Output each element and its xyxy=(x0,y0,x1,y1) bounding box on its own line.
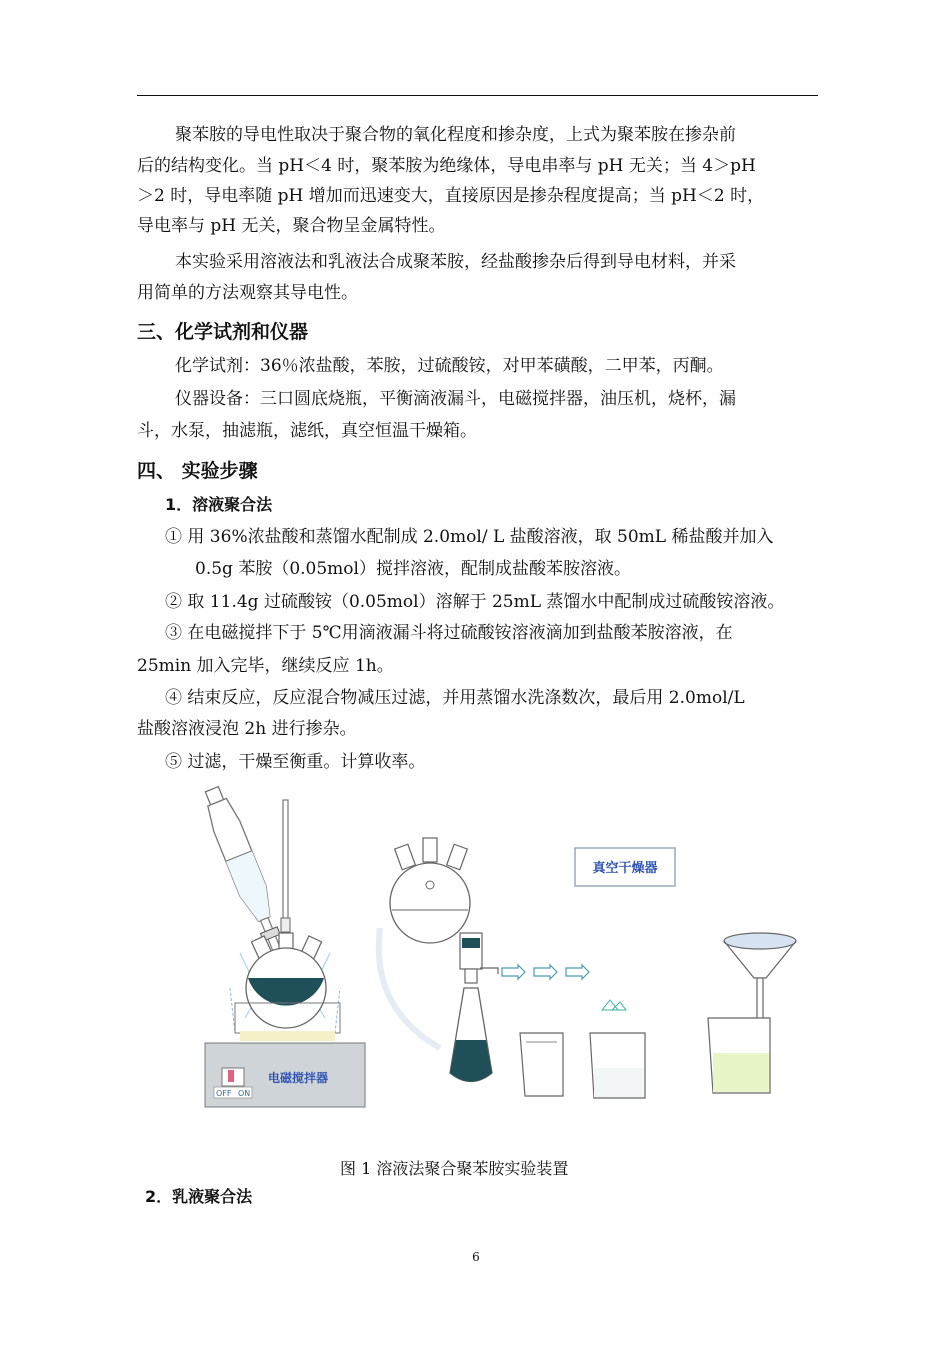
dropping-funnel xyxy=(199,784,292,961)
apparatus-figure xyxy=(180,778,820,1123)
switch-lever xyxy=(228,1070,234,1082)
equipment-line: 仪器设备：三口圆底烧瓶，平衡滴液漏斗，电磁搅拌器，油压机，烧杯，漏 xyxy=(175,389,736,409)
step-line: ④ 结束反应，反应混合物减压过滤，并用蒸馏水洗涤数次，最后用 2.0mol/L xyxy=(165,688,745,708)
figure-caption: 图 1 溶液法聚合聚苯胺实验装置 xyxy=(340,1159,569,1178)
paragraph-line: 后的结构变化。当 pH＜4 时，聚苯胺为绝缘体，导电串率与 pH 无关；当 4＞pH xyxy=(137,156,756,176)
page-number: 6 xyxy=(472,1250,480,1264)
paragraph-line: ＞2 时，导电率随 pH 增加而迅速变大，直接原因是掺杂程度提高；当 pH＜2 时， xyxy=(137,186,765,206)
subheading-solution: 1．溶液聚合法 xyxy=(165,495,273,514)
stirrer-label: 电磁搅拌器 xyxy=(268,1071,329,1085)
subheading-emulsion: 2．乳液聚合法 xyxy=(145,1187,253,1206)
step-line: 25min 加入完毕，继续反应 1h。 xyxy=(137,656,394,676)
equipment-line: 斗，水泵，抽滤瓶，滤纸，真空恒温干燥箱。 xyxy=(137,421,477,441)
step-line: ⑤ 过滤，干燥至衡重。计算收率。 xyxy=(165,752,426,772)
round-bottom-flask xyxy=(390,838,470,943)
stopper xyxy=(281,918,290,932)
paragraph-line: 聚苯胺的导电性取决于聚合物的氧化程度和掺杂度，上式为聚苯胺在掺杂前 xyxy=(175,125,736,145)
paragraph-line: 导电率与 pH 无关，聚合物呈金属特性。 xyxy=(137,216,446,236)
crystals xyxy=(602,1000,626,1010)
header-rule xyxy=(137,95,818,96)
switch-on-label: ON xyxy=(238,1089,251,1098)
buchner-filtration xyxy=(450,933,498,1082)
flow-arrows xyxy=(502,965,589,979)
section-heading-4: 四、 实验步骤 xyxy=(137,460,258,482)
step-line: ② 取 11.4g 过硫酸铵（0.05mol）溶解于 25mL 蒸馏水中配制成过硫酸铵溶液。 xyxy=(165,592,785,612)
decor-arc xyxy=(379,928,440,1048)
switch-off-label: OFF xyxy=(216,1089,232,1098)
vacuum-dryer-label: 真空干燥器 xyxy=(592,861,658,876)
step-line: ③ 在电磁搅拌下于 5℃用滴液漏斗将过硫酸铵溶液滴加到盐酸苯胺溶液，在 xyxy=(165,623,733,643)
three-neck-flask xyxy=(246,933,326,1028)
hotplate-surface xyxy=(240,1031,335,1041)
paragraph-line: 本实验采用溶液法和乳液法合成聚苯胺，经盐酸掺杂后得到导电材料，并采 xyxy=(175,252,736,272)
section-heading-3: 三、化学试剂和仪器 xyxy=(137,321,309,343)
step-line: 0.5g 苯胺（0.05mol）搅拌溶液，配制成盐酸苯胺溶液。 xyxy=(195,559,631,579)
step-line: ① 用 36%浓盐酸和蒸馏水配制成 2.0mol/ L 盐酸溶液，取 50mL 稀盐酸并加入 xyxy=(165,527,774,547)
step-line: 盐酸溶液浸泡 2h 进行掺杂。 xyxy=(137,719,357,739)
paragraph-line: 用简单的方法观察其导电性。 xyxy=(137,283,358,303)
reagents-line: 化学试剂：36％浓盐酸，苯胺，过硫酸铵，对甲苯磺酸，二甲苯，丙酮。 xyxy=(175,356,724,376)
